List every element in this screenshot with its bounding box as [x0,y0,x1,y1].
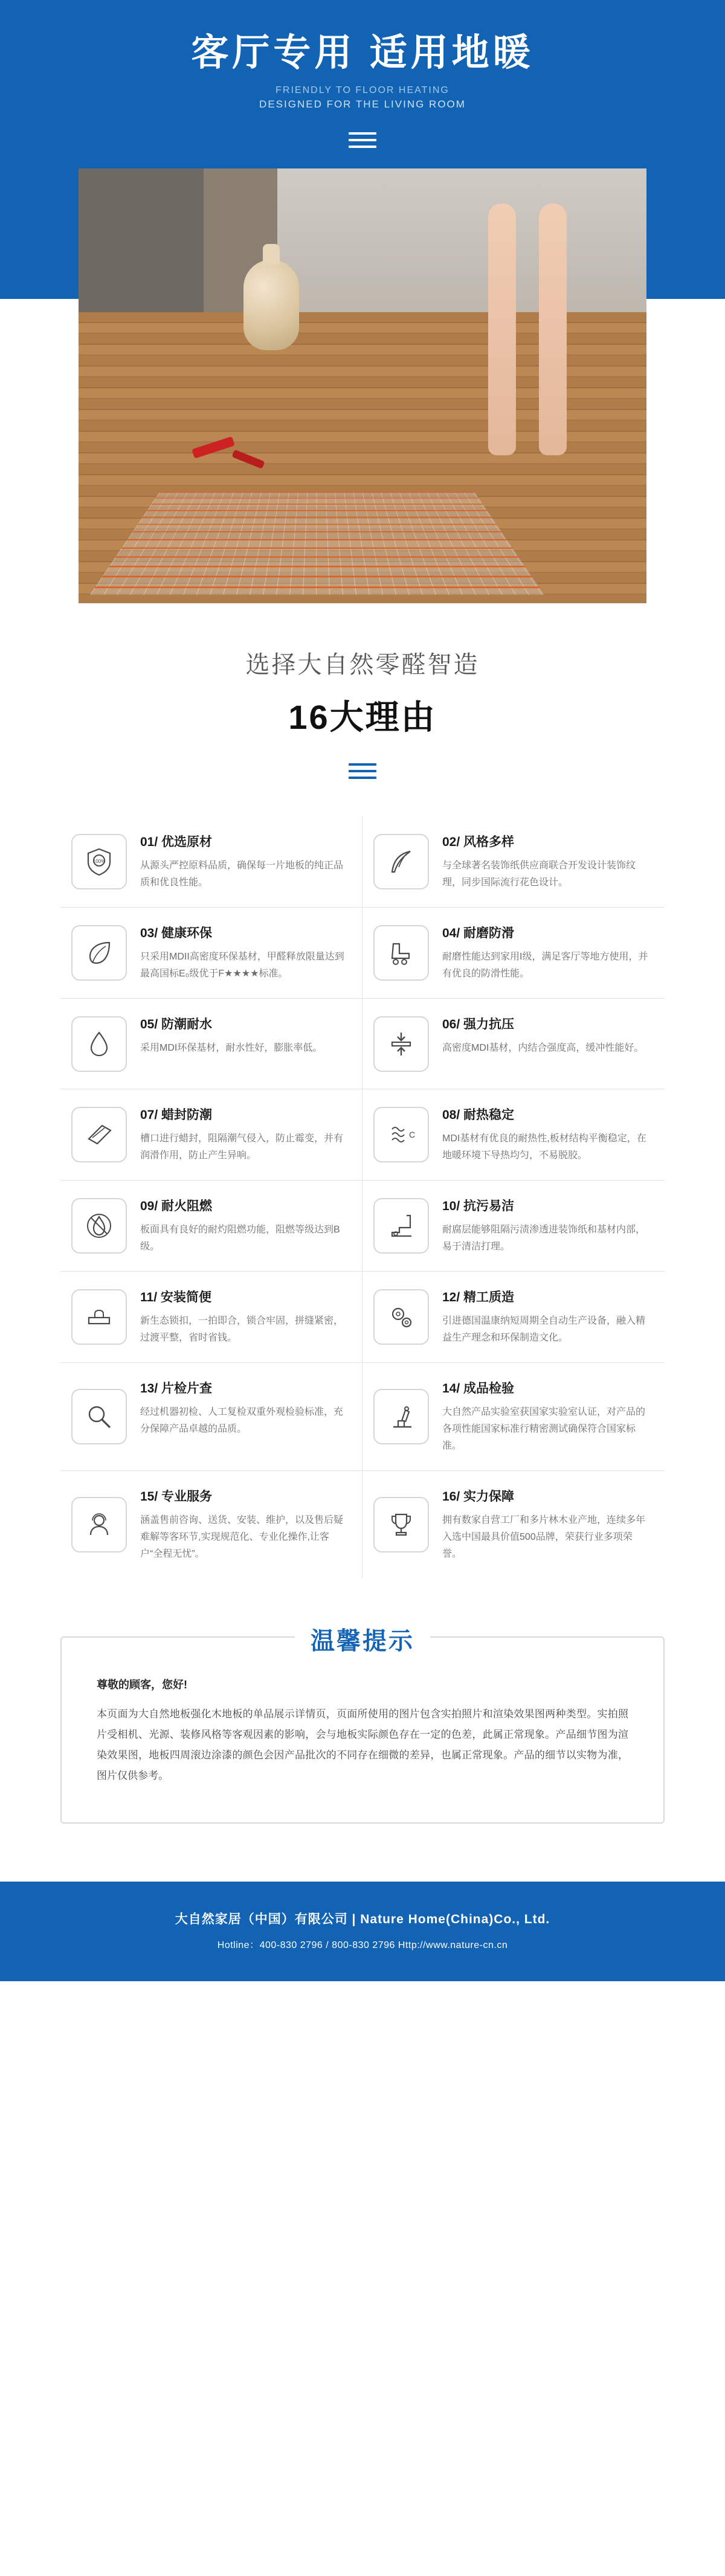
reason-item [60,999,362,1089]
service-agent-icon [71,1497,127,1552]
reason-item [60,1272,362,1363]
reason-title: 05/ 防潮耐水 [140,1017,213,1032]
feather-icon [373,834,429,889]
click-lock-icon [71,1289,127,1345]
reason-icon-wrap [66,923,132,982]
reason-desc: MDI基材有优良的耐热性,板材结构平衡稳定，在地暖环境下导热均匀，不易脱胶。 [442,1133,646,1161]
tips-title: 温馨提示 [295,1622,430,1656]
reason-icon-wrap [369,832,434,891]
reason-desc: 高密度MDI基材，内结合强度高，缓冲性能好。 [442,1043,644,1054]
photo-bare-feet [488,203,567,456]
hamburger-icon[interactable] [349,132,376,168]
reason-title: 13/ 片检片查 [140,1382,213,1396]
reason-desc: 经过机器初检、人工复检双重外观检验标准，充分保障产品卓越的品质。 [140,1407,344,1435]
reason-desc: 与全球著名装饰纸供应商联合开发设计装饰纹理，同步国际流行花色设计。 [442,860,636,888]
heat-wave-icon [373,1107,429,1162]
reason-item [362,1272,665,1363]
reason-desc: 只采用MDII高密度环保基材，甲醛释放限量达到最高国标E₀级优于F★★★★标准。 [140,952,344,979]
reason-text [132,1105,351,1164]
reason-icon-wrap [369,1105,434,1164]
reason-text [434,1196,654,1255]
page-footer [0,1882,725,1981]
reason-text [434,832,654,891]
reason-title: 11/ 安装简便 [140,1290,211,1305]
floor-cleaner-icon [373,1198,429,1254]
reason-icon-wrap [369,1287,434,1347]
reason-text [132,1379,351,1455]
compress-arrows-icon [373,1016,429,1072]
reason-item [362,999,665,1089]
reason-icon-wrap [66,1014,132,1073]
reason-title: 15/ 专业服务 [140,1490,213,1504]
reason-item [60,1089,362,1181]
reason-icon-wrap [369,1014,434,1073]
reason-desc: 板面具有良好的耐灼阻燃功能，阻燃等级达到B级。 [140,1225,340,1252]
hero-photo [79,168,646,603]
reason-item [362,1089,665,1181]
reason-item [60,816,362,908]
svg-text:100%: 100% [92,859,106,865]
reason-item [362,1471,665,1578]
reason-icon-wrap [66,1379,132,1455]
reason-icon-wrap [369,1487,434,1563]
roller-skate-icon [373,925,429,981]
reason-title: 03/ 健康环保 [140,926,213,941]
reason-desc: 引进德国温康纳短周期全自动生产设备，融入精益生产理念和环保制造文化。 [442,1316,646,1344]
footer-contact: Hotline：400-830 2796 / 800-830 2796 Http://www.nature-cn.cn [217,1940,508,1951]
magnifier-icon [71,1389,127,1444]
reason-icon-wrap [66,1487,132,1563]
reason-title: 01/ 优选原材 [140,835,213,850]
reason-text [132,1014,327,1073]
reason-icon-wrap [369,923,434,982]
reason-title: 04/ 耐磨防滑 [442,926,515,941]
divider-bar [349,763,376,766]
reason-desc: 新生态锁扣，一拍即合，锁合牢固，拼缝紧密，过渡平整，省时省钱。 [140,1316,344,1344]
reason-desc: 拥有数家自营工厂和多片林木业产地，连续多年入选中国最具价值500品牌，荣获行业多项荣誉。 [442,1515,646,1560]
reason-desc: 采用MDI环保基材，耐水性好，膨胀率低。 [140,1043,323,1054]
reason-desc: 大自然产品实验室获国家实验室认证，对产品的各项性能国家标准行精密测试确保符合国家标准。 [442,1407,646,1452]
footer-company-name: 大自然家居（中国）有限公司 | Nature Home(China)Co., Ltd. [175,1912,550,1927]
reason-title: 06/ 强力抗压 [442,1017,515,1032]
reason-desc: 槽口进行蜡封，阻隔潮气侵入，防止霉变，并有润滑作用，防止产生异响。 [140,1133,344,1161]
reason-item [60,1471,362,1578]
reason-item [60,1363,362,1471]
reason-title: 09/ 耐火阻燃 [140,1199,213,1214]
divider-bar [349,777,376,779]
reason-desc: 耐磨性能达到家用I级，满足客厅等地方使用，并有优良的防滑性能。 [442,952,648,979]
photo-wall-dark-panel [79,168,204,312]
reason-text [132,1487,351,1563]
reason-title: 10/ 抗污易洁 [442,1199,515,1214]
photo-heating-mat [90,492,544,595]
reason-title: 07/ 蜡封防潮 [140,1108,213,1123]
hero-subtitle-en-1: FRIENDLY TO FLOOR HEATING [276,85,450,96]
hamburger-bar [349,139,376,141]
reason-text [132,832,351,891]
reason-text [132,923,351,982]
reason-item [362,816,665,908]
reason-icon-wrap [66,832,132,891]
reason-title: 08/ 耐热稳定 [442,1108,515,1123]
shield-100-icon [71,834,127,889]
reason-text [434,1105,654,1164]
hero-header [0,0,725,168]
reason-item [362,1181,665,1272]
reasons-heading-line2: 16大理由 [288,698,437,737]
reason-icon-wrap [369,1196,434,1255]
reason-title: 02/ 风格多样 [442,835,515,850]
reason-text [434,1487,654,1563]
photo-vase [243,260,299,350]
reason-desc: 涵盖售前咨询、送货、安装、维护，以及售后疑难解等客环节,实现规范化、专业化操作,让客户“全程无忧”。 [140,1515,344,1560]
reason-icon-wrap [66,1287,132,1347]
reason-item [362,908,665,999]
wax-plank-icon [71,1107,127,1162]
reason-text [132,1287,351,1347]
hamburger-bar [349,146,376,148]
reason-item [60,1181,362,1272]
reason-desc: 从源头严控原料品质，确保每一片地板的纯正品质和优良性能。 [140,860,344,888]
reason-icon-wrap [66,1196,132,1255]
reason-item [362,1363,665,1471]
tips-panel [60,1628,665,1824]
leaf-icon [71,925,127,981]
hero-image-container [0,168,725,603]
reason-text [434,1287,654,1347]
reason-item [60,908,362,999]
reasons-grid [60,816,665,1578]
reason-icon-wrap [66,1105,132,1164]
tips-body: 本页面为大自然地板强化木地板的单品展示详情页，页面所使用的图片包含实拍照片和渲染效果图两种类型。实拍照片受相机、光源、装修风格等客观因素的影响，会与地板实际颜色存在一定的色差，此属正常现象。产品细节图为渲染效果图，地板四周滚边涂漆的颜色会因产品批次的不同存在细微的差异，也属正常现象。产品的细节以实物为准，图片仅供参考。 [97,1708,628,1782]
reasons-heading-line1: 选择大自然零醛智造 [245,652,480,679]
gears-icon [373,1289,429,1345]
reason-text [434,1379,654,1455]
reason-text [434,923,654,982]
hamburger-bar [349,132,376,135]
reason-title: 14/ 成品检验 [442,1382,515,1396]
fire-ban-icon [71,1198,127,1254]
reason-desc: 耐腐层能够阻隔污渍渗透进装饰纸和基材内部，易于清洁打理。 [442,1225,646,1252]
reason-title: 12/ 精工质造 [442,1290,515,1305]
page-title: 客厅专用 适用地暖 [191,32,534,74]
reason-icon-wrap [369,1379,434,1455]
tips-greeting: 尊敬的顾客，您好! [97,1679,187,1691]
water-drop-icon [71,1016,127,1072]
divider-bar [349,770,376,772]
svg-text:C: C [409,1130,416,1140]
reason-text [132,1196,351,1255]
reason-title: 16/ 实力保障 [442,1490,515,1504]
trophy-icon [373,1497,429,1552]
microscope-icon [373,1389,429,1444]
hero-subtitle-en-2: DESIGNED FOR THE LIVING ROOM [259,98,466,111]
reasons-heading [0,603,725,785]
reason-text [434,1014,648,1073]
divider-icon [349,763,376,779]
